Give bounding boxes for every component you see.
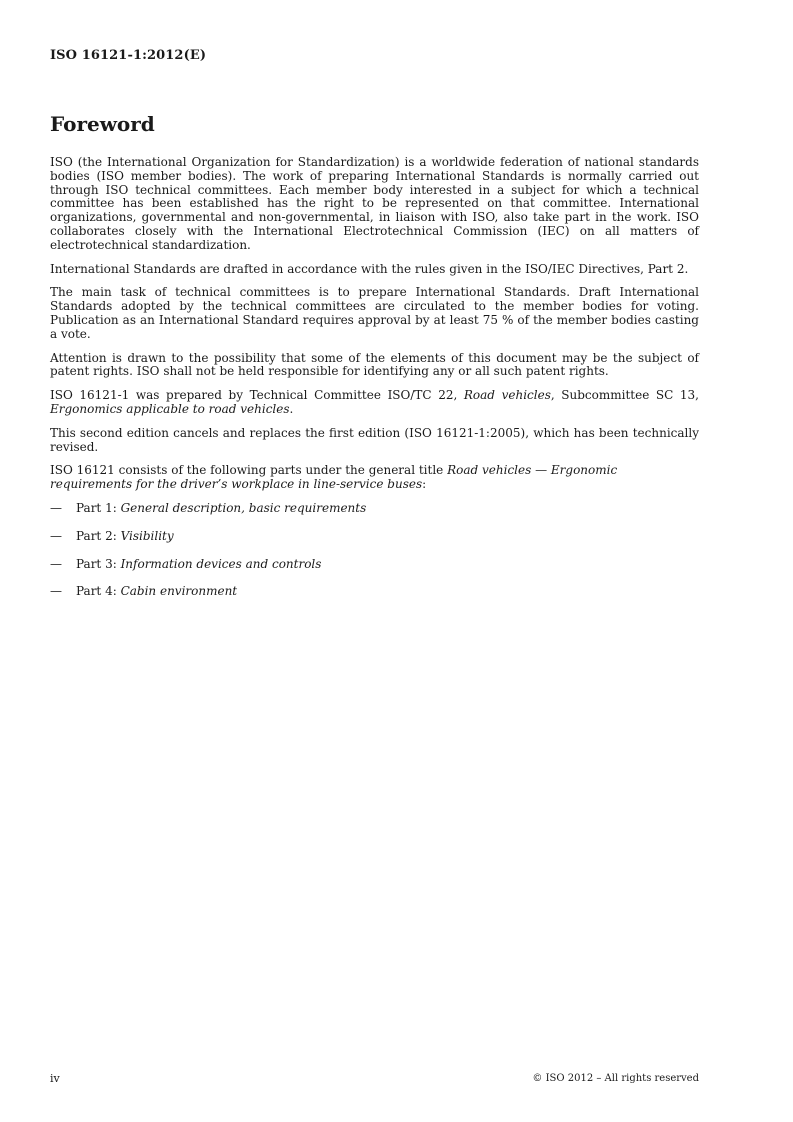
general-title: Road vehicles — Ergonomic requirements for the driver’s workplace in line-service buses	[50, 463, 618, 492]
part-number: Part 3:	[76, 556, 121, 571]
part-label	[76, 585, 237, 599]
list-dash: —	[50, 556, 62, 571]
part-number: Part 4:	[76, 584, 121, 599]
part-title: Cabin environment	[120, 584, 238, 599]
list-item	[50, 585, 699, 599]
part-title: Visibility	[120, 528, 174, 543]
list-item	[50, 502, 699, 516]
part-label	[76, 502, 366, 516]
paragraph-4: Attention is drawn to the possibility that some of the elements of this document may be the subject of patent rights. ISO shall not be held responsible for identifying any or all such patent rights.	[50, 350, 699, 379]
page-number: iv	[50, 1072, 60, 1085]
paragraph-5-text-a: ISO 16121-1 was prepared by Technical Committee ISO/TC 22,	[50, 388, 464, 403]
list-item	[50, 558, 699, 572]
list-item	[50, 530, 699, 544]
copyright-notice: © ISO 2012 – All rights reserved	[532, 1073, 699, 1084]
page-title: Foreword	[50, 112, 155, 136]
foreword-body	[50, 156, 699, 613]
document-id: ISO 16121-1:2012(E)	[50, 48, 207, 63]
part-number: Part 2:	[76, 528, 121, 543]
paragraph-5	[50, 389, 699, 417]
part-label	[76, 558, 321, 572]
list-dash: —	[50, 528, 62, 543]
parts-list	[50, 502, 699, 599]
paragraph-7	[50, 464, 699, 492]
part-title: General description, basic requirements	[120, 500, 367, 515]
paragraph-1: ISO (the International Organization for Standardization) is a worldwide federation of national standards bodies (ISO member bodies). The work of preparing International Standards is normally carried out through ISO technical committees. Each member body interested in a subject for which a technical committee has been established has the right to be represented on that committee. International organizations, governmental and non-governmental, in liaison with ISO, also take part in the work. ISO collaborates closely with the International Electrotechnical Commission (IEC) on all matters of electrotechnical standardization.	[50, 155, 699, 252]
paragraph-6: This second edition cancels and replaces the first edition (ISO 16121-1:2005), which has been technically revised.	[50, 425, 699, 454]
part-title: Information devices and controls	[120, 556, 322, 571]
committee-title: Road vehicles	[463, 388, 551, 403]
paragraph-5-text-e: .	[289, 401, 294, 416]
paragraph-3: The main task of technical committees is to prepare International Standards. Draft International Standards adopted by the technical committees are circulated to the member bodies for voting. Publication as an International Standard requires approval by at least 75 % of the member bodies casting a vote.	[50, 285, 699, 341]
part-label	[76, 530, 174, 544]
paragraph-7-text-c: :	[422, 477, 427, 492]
paragraph-5-text-c: , Subcommittee SC 13,	[550, 388, 699, 403]
paragraph-2: International Standards are drafted in accordance with the rules given in the ISO/IEC Directives, Part 2.	[50, 261, 689, 276]
part-number: Part 1:	[76, 500, 121, 515]
paragraph-7-text-a: ISO 16121 consists of the following parts under the general title	[50, 463, 448, 478]
list-dash: —	[50, 500, 62, 515]
subcommittee-title: Ergonomics applicable to road vehicles	[50, 401, 290, 416]
list-dash: —	[50, 584, 62, 599]
